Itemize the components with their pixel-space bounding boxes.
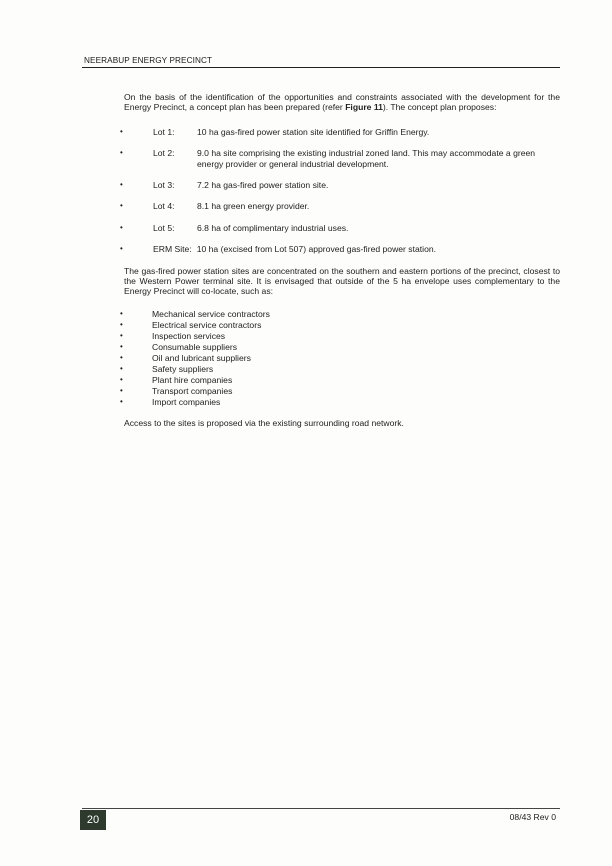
list-item [120, 352, 560, 364]
supplier-label: Inspection services [152, 330, 226, 341]
bullet-icon: • [120, 126, 123, 136]
lot-name: Lot 1: [153, 126, 175, 137]
supplier-label: Transport companies [152, 385, 233, 396]
lot-item-1 [120, 126, 560, 137]
bullet-icon: • [120, 319, 123, 329]
lot-name: Lot 5: [153, 222, 175, 233]
list-item [120, 363, 560, 375]
bullet-icon: • [120, 244, 123, 254]
lot-item-4 [120, 201, 560, 212]
supplier-label: Mechanical service contractors [152, 308, 270, 319]
lot-name: Lot 2: [153, 148, 175, 159]
figure-reference: Figure 11 [345, 102, 383, 113]
list-item [120, 319, 560, 331]
lot-description: 7.2 ha gas-fired power station site. [197, 180, 329, 191]
list-item [120, 330, 560, 342]
list-item [120, 341, 560, 353]
lot-item-5 [120, 222, 560, 233]
lot-list [120, 126, 560, 255]
lot-item-3 [120, 180, 560, 191]
precinct-paragraph: The gas-fired power station sites are concentrated on the southern and eastern portions of the precinct, closest to the Western Power terminal site. It is envisaged that outside of the 5 ha envelope uses complementary to the Energy Precinct will co-locate, such as: [124, 265, 560, 297]
lot-description: 8.1 ha green energy provider. [197, 201, 310, 212]
intro-text-after: ). The concept plan proposes: [382, 102, 497, 113]
supplier-label: Oil and lubricant suppliers [152, 352, 251, 363]
bullet-icon: • [120, 180, 123, 190]
lot-item-erm [120, 244, 560, 255]
lot-name: Lot 3: [153, 180, 175, 191]
supplier-list [120, 308, 560, 408]
erm-site-description: 10 ha (excised from Lot 507) approved gas-fired power station. [196, 244, 437, 255]
erm-site-name: ERM Site: [153, 244, 192, 255]
bullet-icon: • [120, 330, 123, 340]
bullet-icon: • [120, 385, 123, 395]
document-reference: 08/43 Rev 0 [509, 812, 556, 822]
lot-item-2 [120, 148, 560, 169]
list-item [120, 308, 560, 320]
access-paragraph: Access to the sites is proposed via the existing surrounding road network. [124, 417, 404, 428]
supplier-label: Safety suppliers [152, 363, 214, 374]
supplier-label: Plant hire companies [152, 374, 233, 385]
lot-description: 10 ha gas-fired power station site identified for Griffin Energy. [197, 126, 430, 137]
supplier-label: Import companies [152, 396, 221, 407]
page-number-badge: 20 [80, 810, 106, 830]
list-item [120, 374, 560, 386]
bullet-icon: • [120, 374, 123, 384]
bullet-icon: • [120, 308, 123, 318]
supplier-label: Consumable suppliers [152, 341, 238, 352]
bullet-icon: • [120, 222, 123, 232]
bullet-icon: • [120, 363, 123, 373]
header-rule [82, 67, 560, 68]
footer-rule [82, 808, 560, 809]
bullet-icon: • [120, 396, 123, 406]
intro-paragraph [124, 92, 560, 113]
bullet-icon: • [120, 352, 123, 362]
running-header: NEERABUP ENERGY PRECINCT [84, 56, 213, 65]
list-item [120, 396, 560, 408]
lot-description: 6.8 ha of complimentary industrial uses. [197, 222, 349, 233]
lot-description: 9.0 ha site comprising the existing industrial zoned land. This may accommodate a green energy provider or general industrial development. [197, 148, 536, 169]
list-item [120, 385, 560, 397]
intro-text-before: On the basis of the identification of the opportunities and constraints associated with the development for the Energy Precinct, a concept plan has been prepared (refer [124, 92, 560, 113]
main-content [120, 92, 560, 428]
bullet-icon: • [120, 148, 123, 158]
lot-name: Lot 4: [153, 201, 175, 212]
bullet-icon: • [120, 341, 123, 351]
supplier-label: Electrical service contractors [152, 319, 262, 330]
bullet-icon: • [120, 201, 123, 211]
